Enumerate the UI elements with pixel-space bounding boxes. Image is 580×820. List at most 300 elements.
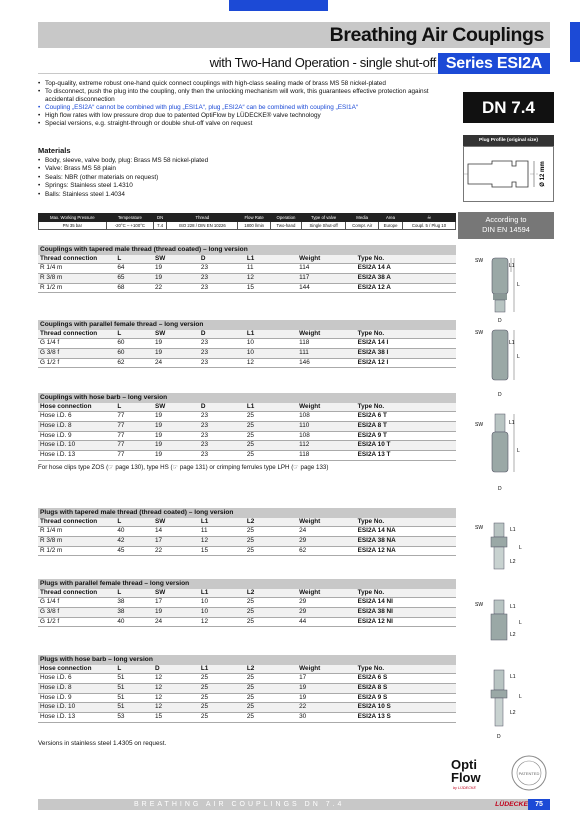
type-number-cell: ESI2A 8 S (356, 683, 456, 693)
figure-label-l1: L1 (509, 340, 515, 346)
optiflow-patented-logo (443, 753, 549, 793)
table-row (38, 713, 456, 723)
section-title: Plugs with parallel female thread – long version (38, 579, 456, 589)
table-cell: 77 (115, 431, 153, 441)
table-cell: 25 (199, 674, 245, 684)
table-cell: Hose i.D. 9 (38, 431, 115, 441)
table-cell: 15 (153, 713, 199, 723)
table-cell: 51 (115, 683, 153, 693)
table-cell: 19 (153, 273, 199, 283)
type-number-cell: ESI2A 6 T (356, 412, 456, 422)
product-table (38, 255, 456, 294)
table-cell: 110 (297, 421, 356, 431)
figure-label-l2: L2 (510, 710, 516, 716)
column-header: Weight (297, 255, 356, 264)
column-header: Type No. (356, 589, 456, 598)
spec-value: -20°C – +100°C (106, 222, 153, 230)
table-row (38, 527, 456, 537)
column-header: Type No. (356, 403, 456, 412)
figure-label-l: L (517, 282, 520, 288)
table-cell: 25 (245, 598, 297, 608)
feature-list (38, 80, 456, 129)
materials-list (38, 157, 338, 199)
table-cell: Hose i.D. 13 (38, 713, 115, 723)
table-cell: 25 (245, 607, 297, 617)
figure-label-l: L (517, 448, 520, 454)
product-table (38, 330, 456, 369)
table-cell: 42 (115, 536, 153, 546)
table-cell: 25 (245, 412, 297, 422)
table-cell: 60 (115, 339, 153, 349)
table-cell: Hose i.D. 10 (38, 703, 115, 713)
column-header: L1 (245, 403, 297, 412)
spec-table (38, 213, 456, 230)
table-cell: 22 (153, 546, 199, 556)
table-cell: 25 (245, 431, 297, 441)
table-cell: 23 (199, 431, 245, 441)
table-cell: 60 (115, 348, 153, 358)
column-header: SW (153, 330, 199, 339)
type-number-cell: ESI2A 38 NA (356, 536, 456, 546)
column-header: L1 (199, 665, 245, 674)
product-section (38, 320, 456, 368)
table-cell: 77 (115, 441, 153, 451)
table-cell: R 1/4 m (38, 527, 115, 537)
table-cell: 64 (115, 264, 153, 274)
table-cell: 11 (245, 264, 297, 274)
plug-profile-image (463, 146, 554, 202)
table-cell: 77 (115, 412, 153, 422)
column-header: Hose connection (38, 665, 115, 674)
table-row (38, 441, 456, 451)
table-cell: 12 (153, 674, 199, 684)
spec-header: Flow Rate (238, 214, 270, 222)
table-cell: 77 (115, 451, 153, 461)
column-header: L (115, 403, 153, 412)
column-header: L1 (245, 330, 297, 339)
figure-label-l: L (519, 620, 522, 626)
spec-value: 1800 l/min (238, 222, 270, 230)
type-number-cell: ESI2A 12 NA (356, 546, 456, 556)
table-cell: 25 (245, 683, 297, 693)
table-cell: Hose i.D. 9 (38, 693, 115, 703)
plug-profile-drawing (464, 147, 553, 201)
stainless-note: Versions in stainless steel 1.4305 on request. (38, 740, 167, 747)
table-cell: 25 (245, 713, 297, 723)
coupling-hose-barb-figure (470, 412, 530, 496)
column-header: Weight (297, 665, 356, 674)
figure-label-sw: SW (475, 258, 484, 264)
figure-label-d: D (498, 392, 502, 398)
plug-male-thread-figure (470, 517, 530, 577)
table-cell: 19 (153, 339, 199, 349)
figure-label-d: D (498, 318, 502, 324)
table-cell: 25 (199, 683, 245, 693)
plug-female-thread-figure (470, 594, 530, 650)
table-cell: 51 (115, 693, 153, 703)
column-header: Thread connection (38, 589, 115, 598)
feature-item-compatibility: • Coupling „ESI2A“ cannot be combined with plug „ESI1A“, plug „ESI2A“ can be combined with coupling „ESI1A“ (38, 104, 456, 112)
table-cell: 10 (245, 339, 297, 349)
product-table (38, 518, 456, 557)
table-cell: 25 (245, 674, 297, 684)
type-number-cell: ESI2A 38 I (356, 348, 456, 358)
figure-label-l1: L1 (509, 263, 515, 269)
table-cell: G 1/2 f (38, 617, 115, 627)
product-section (38, 655, 456, 723)
column-header: SW (153, 589, 199, 598)
table-cell: 51 (115, 674, 153, 684)
table-cell: 23 (199, 283, 245, 293)
type-number-cell: ESI2A 14 NI (356, 598, 456, 608)
table-cell: 25 (245, 703, 297, 713)
table-cell: 24 (153, 617, 199, 627)
dn-badge: DN 7.4 (463, 92, 554, 123)
figure-label-l1: L1 (510, 604, 516, 610)
table-cell: Hose i.D. 8 (38, 421, 115, 431)
section-title: Couplings with parallel female thread – long version (38, 320, 456, 330)
page-subtitle: with Two-Hand Operation - single shut-off (209, 55, 436, 70)
table-cell: 62 (115, 358, 153, 368)
figure-label-sw: SW (475, 330, 484, 336)
table-cell: 68 (115, 283, 153, 293)
coupling-female-thread-figure (470, 326, 530, 398)
table-row (38, 264, 456, 274)
table-cell: 15 (245, 283, 297, 293)
table-row (38, 617, 456, 627)
table-cell: 19 (153, 421, 199, 431)
table-cell: 19 (153, 264, 199, 274)
figure-label-l: L (519, 694, 522, 700)
table-cell: 25 (199, 693, 245, 703)
table-row (38, 598, 456, 608)
spec-value: ISO 228 / DIN EN 10226 (167, 222, 238, 230)
table-cell: 14 (153, 527, 199, 537)
column-header: Hose connection (38, 403, 115, 412)
column-header: L1 (199, 589, 245, 598)
feature-item: • To disconnect, push the plug into the coupling, only then the unlocking mechanism will work, this guarantees effective protection against accidental disconnection (38, 88, 456, 104)
figure-label-l1: L1 (509, 420, 515, 426)
column-header: SW (153, 518, 199, 527)
product-table (38, 403, 456, 461)
table-cell: 12 (245, 358, 297, 368)
column-header: L (115, 518, 153, 527)
type-number-cell: ESI2A 10 T (356, 441, 456, 451)
spec-header: Type of valve (301, 214, 345, 222)
page-title: Breathing Air Couplings (38, 22, 550, 48)
table-cell: 19 (297, 693, 356, 703)
table-row (38, 431, 456, 441)
table-cell: 44 (297, 617, 356, 627)
section-title: Plugs with tapered male thread (thread coated) – long version (38, 508, 456, 518)
table-row (38, 546, 456, 556)
table-row (38, 693, 456, 703)
column-header: D (199, 255, 245, 264)
column-header: SW (153, 255, 199, 264)
type-number-cell: ESI2A 13 S (356, 713, 456, 723)
series-badge: Series ESI2A (438, 53, 550, 74)
table-row (38, 421, 456, 431)
table-cell: G 1/4 f (38, 598, 115, 608)
table-row (38, 607, 456, 617)
table-cell: 23 (199, 421, 245, 431)
figure-label-sw: SW (475, 525, 484, 531)
table-cell: Hose i.D. 6 (38, 674, 115, 684)
feature-item: • High flow rates with low pressure drop due to patented OptiFlow by LÜDECKE® valve technology (38, 112, 456, 120)
table-cell: 23 (199, 412, 245, 422)
table-cell: 40 (115, 617, 153, 627)
top-accent-bar (229, 0, 328, 11)
column-header: L2 (245, 518, 297, 527)
figure-label-l: L (519, 545, 522, 551)
table-cell: 22 (297, 703, 356, 713)
table-cell: G 1/4 f (38, 339, 115, 349)
spec-value: 7.4 (154, 222, 167, 230)
table-cell: 23 (199, 264, 245, 274)
table-cell: 10 (199, 607, 245, 617)
column-header: L (115, 330, 153, 339)
product-table (38, 665, 456, 723)
table-cell: 19 (153, 607, 199, 617)
section-title: Plugs with hose barb – long version (38, 655, 456, 665)
table-cell: R 3/8 m (38, 273, 115, 283)
column-header: L1 (245, 255, 297, 264)
table-cell: 25 (245, 536, 297, 546)
table-cell: 53 (115, 713, 153, 723)
table-cell: R 1/2 m (38, 283, 115, 293)
figure-label-l2: L2 (510, 559, 516, 565)
table-cell: Hose i.D. 13 (38, 451, 115, 461)
table-cell: 118 (297, 339, 356, 349)
table-cell: 19 (153, 441, 199, 451)
table-cell: R 1/2 m (38, 546, 115, 556)
figure-label-d: D (497, 734, 501, 740)
spec-header: Area (379, 214, 403, 222)
optiflow-logo-flow: Flow (451, 770, 481, 785)
spec-header: Operation (270, 214, 301, 222)
column-header: Type No. (356, 518, 456, 527)
table-cell: 17 (153, 536, 199, 546)
subtitle-band (38, 48, 550, 74)
page-number: 75 (528, 799, 550, 810)
product-section (38, 393, 456, 471)
table-cell: 65 (115, 273, 153, 283)
column-header: Thread connection (38, 255, 115, 264)
section-title: Couplings with hose barb – long version (38, 393, 456, 403)
type-number-cell: ESI2A 14 A (356, 264, 456, 274)
table-cell: Hose i.D. 6 (38, 412, 115, 422)
table-cell: 146 (297, 358, 356, 368)
column-header: L2 (245, 589, 297, 598)
table-cell: 24 (297, 527, 356, 537)
material-item: • Seals: NBR (other materials on request) (38, 174, 338, 182)
section-note: For hose clips type ZOS (☞ page 130), type HS (☞ page 131) or crimping ferrules type LPH (☞ page 133) (38, 463, 329, 471)
spec-header: Media (346, 214, 379, 222)
spec-value: Europe (379, 222, 403, 230)
table-cell: 25 (199, 703, 245, 713)
spec-header: Thread (167, 214, 238, 222)
material-item: • Springs: Stainless steel 1.4310 (38, 182, 338, 190)
table-cell: 25 (245, 451, 297, 461)
table-cell: 108 (297, 431, 356, 441)
material-item: • Balls: Stainless steel 1.4034 (38, 191, 338, 199)
table-cell: 23 (199, 273, 245, 283)
footer-text: BREATHING AIR COUPLINGS DN 7.4 (134, 801, 345, 808)
table-cell: 144 (297, 283, 356, 293)
table-row (38, 674, 456, 684)
spec-value: Compr. Air (346, 222, 379, 230)
figure-label-sw: SW (475, 422, 484, 428)
spec-value: Single Shut-off (301, 222, 345, 230)
type-number-cell: ESI2A 8 T (356, 421, 456, 431)
table-cell: 25 (245, 693, 297, 703)
table-cell: 114 (297, 264, 356, 274)
column-header: SW (153, 403, 199, 412)
type-number-cell: ESI2A 13 T (356, 451, 456, 461)
table-cell: 19 (153, 412, 199, 422)
product-section (38, 508, 456, 556)
table-cell: 30 (297, 713, 356, 723)
column-header: Thread connection (38, 518, 115, 527)
column-header: Weight (297, 403, 356, 412)
table-cell: 112 (297, 441, 356, 451)
table-row (38, 348, 456, 358)
table-cell: 118 (297, 451, 356, 461)
table-cell: 51 (115, 703, 153, 713)
column-header: Type No. (356, 255, 456, 264)
spec-value: PN 35 bar (39, 222, 107, 230)
table-cell: 19 (153, 348, 199, 358)
table-cell: G 3/8 f (38, 348, 115, 358)
table-cell: 25 (245, 441, 297, 451)
table-cell: 77 (115, 421, 153, 431)
table-row (38, 703, 456, 713)
table-row (38, 358, 456, 368)
column-header: Type No. (356, 330, 456, 339)
spec-value: Two-hand (270, 222, 301, 230)
table-cell: 23 (199, 451, 245, 461)
table-cell: Hose i.D. 8 (38, 683, 115, 693)
column-header: Type No. (356, 665, 456, 674)
table-cell: G 3/8 f (38, 607, 115, 617)
product-section (38, 245, 456, 293)
table-cell: 40 (115, 527, 153, 537)
type-number-cell: ESI2A 9 T (356, 431, 456, 441)
toxicity-icon: ☠ (403, 214, 456, 222)
table-cell: 62 (297, 546, 356, 556)
table-cell: R 3/8 m (38, 536, 115, 546)
column-header: L1 (199, 518, 245, 527)
type-number-cell: ESI2A 6 S (356, 674, 456, 684)
table-cell: Hose i.D. 10 (38, 441, 115, 451)
table-cell: 117 (297, 273, 356, 283)
standard-line1: According to (485, 215, 527, 224)
table-row (38, 536, 456, 546)
table-cell: 10 (245, 348, 297, 358)
column-header: Weight (297, 589, 356, 598)
table-cell: 11 (199, 527, 245, 537)
spec-header: DN (154, 214, 167, 222)
coupling-male-thread-figure (470, 254, 530, 324)
feature-item: • Special versions, e.g. straight-through or double shut-off valve on request (38, 120, 456, 128)
spec-value: Coupl. 5 / Plug 10 (403, 222, 456, 230)
optiflow-logo-opti: Opti (451, 757, 477, 772)
side-tab-marker (570, 22, 580, 62)
table-row (38, 412, 456, 422)
table-cell: 10 (199, 598, 245, 608)
feature-item: • Top-quality, extreme robust one-hand quick connect couplings with high-class sealing made of brass MS 58 nickel-plated (38, 80, 456, 88)
footer-brand: LÜDECKE (495, 801, 528, 808)
type-number-cell: ESI2A 38 A (356, 273, 456, 283)
table-cell: R 1/4 m (38, 264, 115, 274)
table-cell: 45 (115, 546, 153, 556)
column-header: L (115, 589, 153, 598)
column-header: D (199, 403, 245, 412)
type-number-cell: ESI2A 12 I (356, 358, 456, 368)
column-header: L (115, 665, 153, 674)
figure-label-l: L (517, 354, 520, 360)
table-cell: 23 (199, 441, 245, 451)
table-row (38, 451, 456, 461)
figure-label-l2: L2 (510, 632, 516, 638)
standard-line2: DIN EN 14594 (482, 225, 530, 234)
table-row (38, 283, 456, 293)
type-number-cell: ESI2A 12 A (356, 283, 456, 293)
material-item: • Body, sleeve, valve body, plug: Brass MS 58 nickel-plated (38, 157, 338, 165)
table-cell: 29 (297, 607, 356, 617)
section-title: Couplings with tapered male thread (thread coated) – long version (38, 245, 456, 255)
table-cell: 108 (297, 412, 356, 422)
standard-badge (458, 212, 554, 239)
table-cell: 19 (297, 683, 356, 693)
type-number-cell: ESI2A 14 I (356, 339, 456, 349)
table-cell: 12 (199, 536, 245, 546)
type-number-cell: ESI2A 9 S (356, 693, 456, 703)
spec-header: Temperature (106, 214, 153, 222)
product-table (38, 589, 456, 628)
table-cell: 15 (199, 546, 245, 556)
table-cell: 17 (297, 674, 356, 684)
column-header: Weight (297, 518, 356, 527)
type-number-cell: ESI2A 12 NI (356, 617, 456, 627)
table-cell: 23 (199, 358, 245, 368)
type-number-cell: ESI2A 14 NA (356, 527, 456, 537)
table-cell: 25 (245, 617, 297, 627)
table-cell: 38 (115, 607, 153, 617)
materials-heading: Materials (38, 146, 71, 155)
table-row (38, 683, 456, 693)
table-cell: 38 (115, 598, 153, 608)
table-cell: 111 (297, 348, 356, 358)
table-cell: 19 (153, 431, 199, 441)
table-cell: 29 (297, 536, 356, 546)
figure-label-sw: SW (475, 602, 484, 608)
plug-diameter-label: Ø 12 mm (540, 161, 546, 187)
table-cell: 25 (199, 713, 245, 723)
figure-label-l1: L1 (510, 527, 516, 533)
column-header: D (153, 665, 199, 674)
table-cell: 25 (245, 421, 297, 431)
plug-hose-barb-figure (470, 666, 530, 742)
table-cell: 23 (199, 339, 245, 349)
figure-label-l1: L1 (510, 674, 516, 680)
figure-label-d: D (498, 486, 502, 492)
plug-profile-heading: Plug Profile (original size) (463, 135, 554, 146)
table-cell: 12 (199, 617, 245, 627)
type-number-cell: ESI2A 10 S (356, 703, 456, 713)
table-cell: 29 (297, 598, 356, 608)
type-number-cell: ESI2A 38 NI (356, 607, 456, 617)
